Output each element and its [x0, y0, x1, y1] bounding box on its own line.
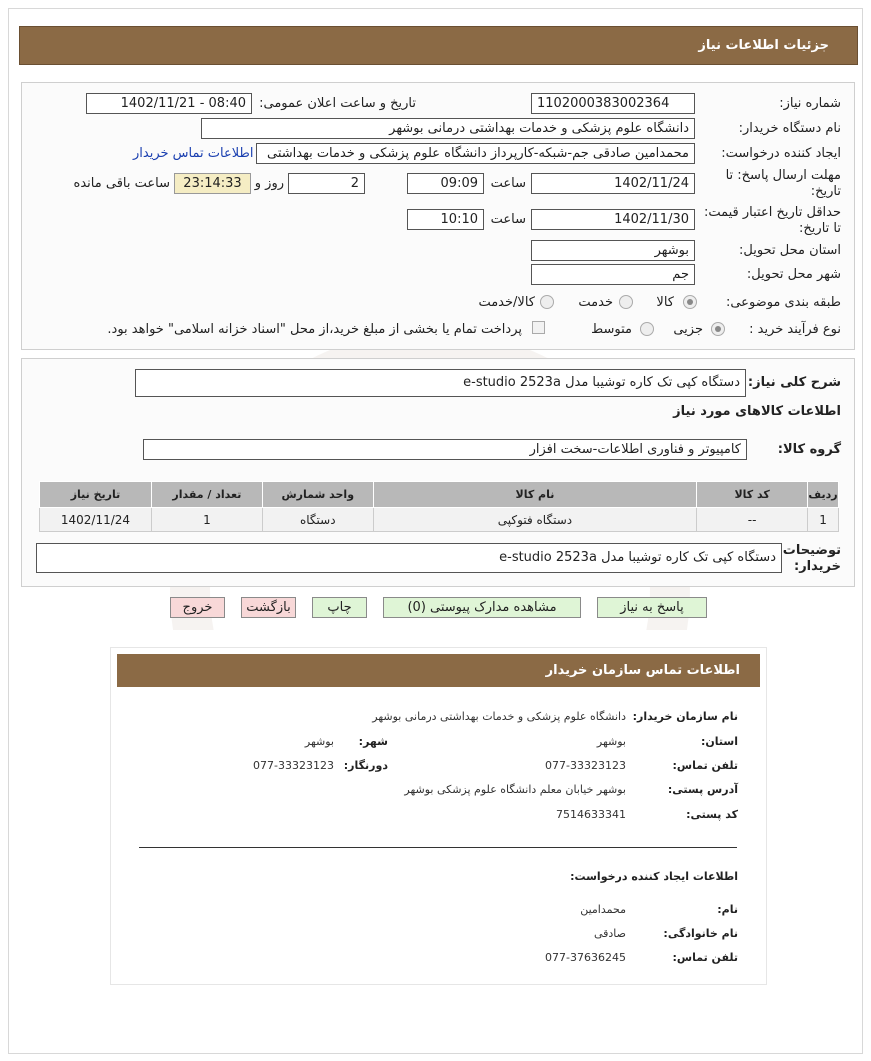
- buyer-notes-label: توضیحات: [782, 543, 841, 558]
- validity-time-label: ساعت: [490, 212, 526, 227]
- summary-field: دستگاه کپی تک کاره توشیبا مدل e-studio 2523a: [135, 369, 746, 397]
- contact-card-header: [117, 654, 760, 687]
- announce-label: تاریخ و ساعت اعلان عمومی:: [259, 96, 416, 111]
- print-button[interactable]: چاپ: [312, 597, 367, 618]
- creator-field: محمدامین صادقی جم-شبکه-کارپرداز دانشگاه علوم پزشکی و خدمات بهداشتی: [256, 143, 695, 164]
- cell-row: 1: [808, 508, 839, 532]
- cell-qty: 1: [151, 508, 262, 532]
- contact-fax-value: 077-33323123: [253, 759, 334, 772]
- contact-city-label: شهر:: [358, 735, 388, 748]
- city-field: جم: [531, 264, 695, 285]
- province-label: استان محل تحویل:: [739, 243, 841, 258]
- process-label: نوع فرآیند خرید :: [749, 322, 841, 337]
- category-radio-goods[interactable]: [683, 295, 697, 309]
- creator-phone-value: 077-37636245: [545, 951, 626, 964]
- cell-unit: دستگاه: [262, 508, 373, 532]
- contact-fax-label: دورنگار:: [343, 759, 388, 772]
- cell-date: 1402/11/24: [40, 508, 152, 532]
- contact-postal-value: 7514633341: [556, 808, 626, 821]
- validity-label-2: تا تاریخ:: [799, 221, 841, 236]
- treasury-payment-checkbox[interactable]: [532, 321, 545, 334]
- deadline-label-2: تاریخ:: [810, 184, 841, 199]
- category-option-goods: کالا: [656, 295, 674, 310]
- back-button[interactable]: بازگشت: [241, 597, 296, 618]
- category-label: طبقه بندی موضوعی:: [725, 295, 841, 310]
- summary-label: شرح کلی نیاز:: [747, 375, 841, 390]
- remaining-time-field: 23:14:33: [174, 173, 251, 194]
- payment-note: پرداخت تمام یا بخشی از مبلغ خرید،از محل "اسناد خزانه اسلامی" خواهد بود.: [107, 322, 522, 337]
- days-label: روز و: [254, 176, 284, 191]
- contact-card-title: اطلاعات تماس سازمان خریدار: [545, 663, 740, 678]
- group-label: گروه کالا:: [777, 442, 841, 457]
- deadline-time-label: ساعت: [490, 176, 526, 191]
- group-field: کامپیوتر و فناوری اطلاعات-سخت افزار: [143, 439, 747, 460]
- validity-label: حداقل تاریخ اعتبار قیمت:: [703, 205, 841, 220]
- category-option-service: خدمت: [578, 295, 613, 310]
- announce-field: 1402/11/21 - 08:40: [86, 93, 252, 114]
- deadline-date-field: 1402/11/24: [531, 173, 695, 194]
- contact-org-label: نام سازمان خریدار:: [632, 710, 738, 723]
- category-radio-service[interactable]: [619, 295, 633, 309]
- deadline-time-field: 09:09: [407, 173, 484, 194]
- contact-address-label: آدرس پستی:: [667, 783, 738, 796]
- need-number-field: 1102000383002364: [531, 93, 695, 114]
- exit-button[interactable]: خروج: [170, 597, 225, 618]
- buyer-notes-field: دستگاه کپی تک کاره توشیبا مدل e-studio 2523a: [36, 543, 782, 573]
- col-unit: واحد شمارش: [262, 482, 373, 508]
- contact-province-value: بوشهر: [596, 735, 626, 748]
- contact-address-value: بوشهر خیابان معلم دانشگاه علوم پزشکی بوشهر: [404, 783, 626, 796]
- contact-org-value: دانشگاه علوم پزشکی و خدمات بهداشتی درمانی بوشهر: [372, 710, 626, 723]
- creator-name-value: محمدامین: [580, 903, 626, 916]
- contact-phone-label: تلفن تماس:: [672, 759, 738, 772]
- cell-code: --: [697, 508, 808, 532]
- col-row: ردیف: [808, 482, 839, 508]
- goods-info-title: اطلاعات کالاهای مورد نیاز: [673, 404, 841, 419]
- reply-button[interactable]: پاسخ به نیاز: [597, 597, 707, 618]
- process-radio-medium[interactable]: [640, 322, 654, 336]
- validity-time-field: 10:10: [407, 209, 484, 230]
- validity-date-field: 1402/11/30: [531, 209, 695, 230]
- need-number-label: شماره نیاز:: [779, 96, 841, 111]
- page-header: [19, 26, 858, 65]
- table-header-row: [40, 482, 839, 508]
- category-radio-both[interactable]: [540, 295, 554, 309]
- contact-divider: [139, 847, 737, 848]
- process-option-minor: جزیی: [673, 322, 703, 337]
- attachments-button[interactable]: مشاهده مدارک پیوستی (0): [383, 597, 581, 618]
- creator-phone-label: تلفن تماس:: [672, 951, 738, 964]
- col-code: کد کالا: [697, 482, 808, 508]
- col-qty: تعداد / مقدار: [151, 482, 262, 508]
- contact-phone-value: 077-33323123: [545, 759, 626, 772]
- deadline-label: مهلت ارسال پاسخ: تا: [725, 168, 841, 183]
- creator-label: ایجاد کننده درخواست:: [721, 146, 841, 161]
- province-field: بوشهر: [531, 240, 695, 261]
- buyer-notes-label-2: خریدار:: [794, 559, 841, 574]
- remaining-label: ساعت باقی مانده: [73, 176, 170, 191]
- buyer-contact-link[interactable]: اطلاعات تماس خریدار: [133, 146, 254, 161]
- creator-info-title: اطلاعات ایجاد کننده درخواست:: [570, 870, 738, 883]
- cell-name: دستگاه فتوکپی: [373, 508, 696, 532]
- col-name: نام کالا: [373, 482, 696, 508]
- buyer-label: نام دستگاه خریدار:: [738, 121, 841, 136]
- contact-postal-label: کد پستی:: [686, 808, 738, 821]
- process-radio-minor[interactable]: [711, 322, 725, 336]
- city-label: شهر محل تحویل:: [746, 267, 841, 282]
- contact-city-value: بوشهر: [304, 735, 334, 748]
- contact-province-label: استان:: [701, 735, 738, 748]
- creator-name-label: نام:: [717, 903, 738, 916]
- creator-family-label: نام خانوادگی:: [663, 927, 738, 940]
- buyer-field: دانشگاه علوم پزشکی و خدمات بهداشتی درمانی بوشهر: [201, 118, 695, 139]
- process-option-medium: متوسط: [591, 322, 632, 337]
- goods-table: [39, 481, 839, 532]
- col-date: تاریخ نیاز: [40, 482, 152, 508]
- category-option-both: کالا/خدمت: [478, 295, 535, 310]
- page-title: جزئیات اطلاعات نیاز: [698, 38, 829, 53]
- days-field: 2: [288, 173, 365, 194]
- table-row: [40, 508, 839, 532]
- creator-family-value: صادقی: [593, 927, 626, 940]
